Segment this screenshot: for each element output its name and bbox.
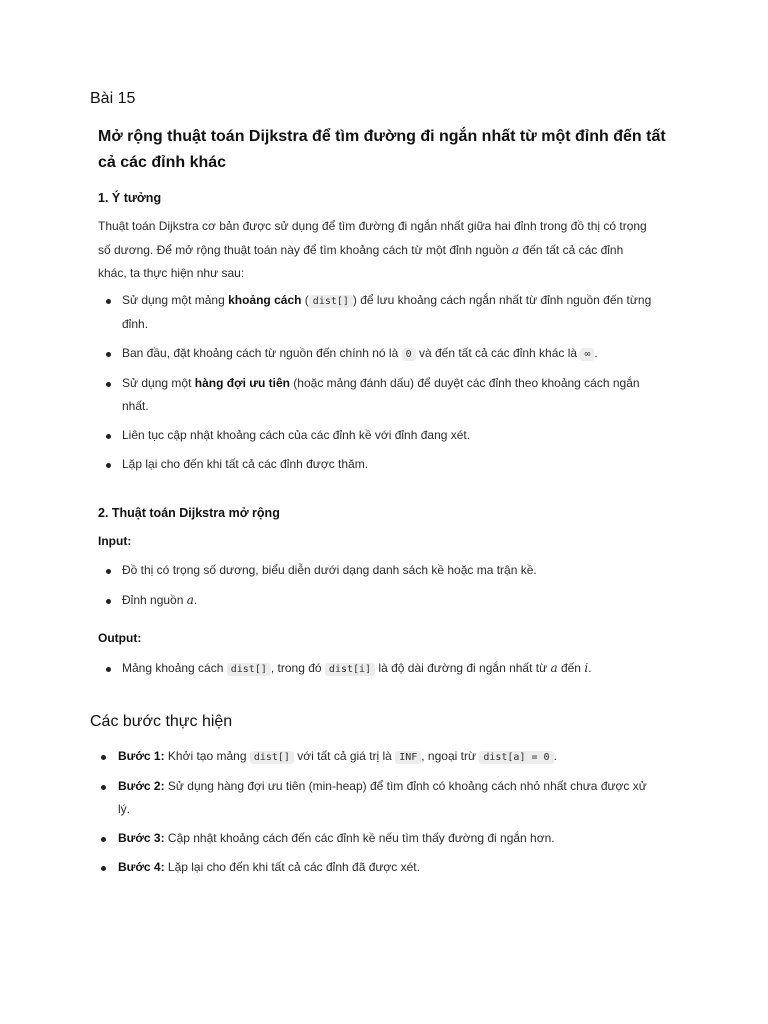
list-item: Liên tục cập nhật khoảng cách của các đỉnh kề với đỉnh đang xét.: [122, 428, 471, 442]
list-item: Đỉnh nguồn a.: [122, 593, 198, 607]
bullet-dot: [101, 755, 106, 760]
title-line-1: Mở rộng thuật toán Dijkstra để tìm đường đi ngắn nhất từ một đỉnh đến tất: [98, 128, 666, 145]
bullet-dot: [106, 382, 111, 387]
bullet-dot: [106, 667, 111, 672]
bullet-dot: [106, 463, 111, 468]
input-label: Input:: [98, 534, 132, 548]
algo-heading: 2. Thuật toán Dijkstra mở rộng: [98, 506, 280, 520]
idea-paragraph-line-1: Thuật toán Dijkstra cơ bản được sử dụng để tìm đường đi ngắn nhất giữa hai đỉnh trong đồ thị có trọng: [98, 219, 647, 233]
title-line-2: cả các đỉnh khác: [98, 154, 227, 171]
output-label: Output:: [98, 631, 142, 645]
bullet-dot: [101, 837, 106, 842]
bullet-dot: [101, 785, 106, 790]
idea-heading: 1. Ý tưởng: [98, 191, 162, 205]
list-item: Đồ thị có trọng số dương, biểu diễn dưới dạng danh sách kề hoặc ma trận kề.: [122, 563, 537, 577]
lesson-label: Bài 15: [90, 90, 136, 107]
step-item: Bước 1: Khởi tạo mảng dist[] với tất cả giá trị là INF , ngoại trừ dist[a] = 0 .: [118, 749, 557, 763]
step-item: Bước 4: Lặp lại cho đến khi tất cả các đỉnh đã được xét.: [118, 860, 420, 874]
step-item: Bước 3: Cập nhật khoảng cách đến các đỉnh kề nếu tìm thấy đường đi ngắn hơn.: [118, 831, 555, 845]
bullet-dot: [101, 866, 106, 871]
list-item: Sử dụng một hàng đợi ưu tiên (hoặc mảng đánh dấu) để duyệt các đỉnh theo khoảng cách ngắn: [122, 376, 640, 390]
list-item: Sử dụng một mảng khoảng cách ( dist[] ) để lưu khoảng cách ngắn nhất từ đỉnh nguồn đến từng: [122, 293, 652, 307]
list-item: Mảng khoảng cách dist[] , trong đó dist[i] là độ dài đường đi ngắn nhất từ a đến i.: [122, 661, 592, 675]
bullet-dot: [106, 569, 111, 574]
bullet-dot: [106, 299, 111, 304]
list-item: Ban đầu, đặt khoảng cách từ nguồn đến chính nó là 0 và đến tất cả các đỉnh khác là ∞ .: [122, 346, 598, 360]
idea-paragraph-line-2: số dương. Để mở rộng thuật toán này để tìm khoảng cách từ một đỉnh nguồn a đến tất cả các đỉnh: [98, 243, 624, 257]
step-item: Bước 2: Sử dụng hàng đợi ưu tiên (min-heap) để tìm đỉnh có khoảng cách nhỏ nhất chưa được xử: [118, 779, 647, 793]
list-item-continuation: nhất.: [122, 399, 149, 413]
idea-paragraph-line-3: khác, ta thực hiện như sau:: [98, 266, 245, 280]
list-item-continuation: đỉnh.: [122, 317, 149, 331]
bullet-dot: [106, 434, 111, 439]
bullet-dot: [106, 599, 111, 604]
bullet-dot: [106, 352, 111, 357]
step-item-continuation: lý.: [118, 802, 130, 816]
steps-heading: Các bước thực hiện: [90, 713, 233, 730]
list-item: Lặp lại cho đến khi tất cả các đỉnh được thăm.: [122, 457, 369, 471]
